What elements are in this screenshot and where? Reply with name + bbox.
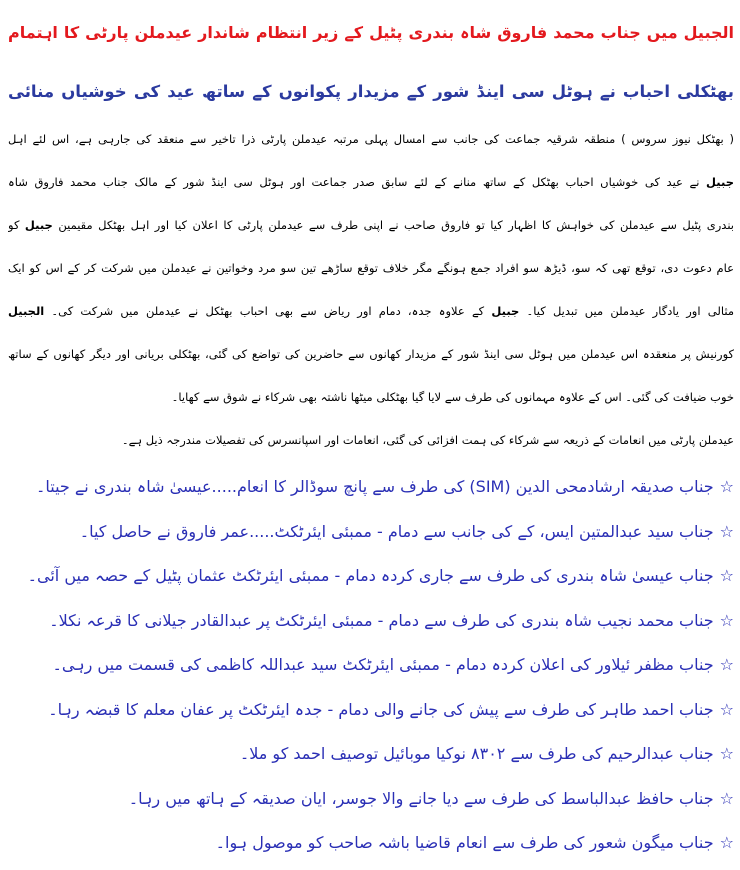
emphasized-place-name: جبیل: [706, 175, 734, 189]
body-line: [8, 376, 734, 419]
body-line: [8, 161, 734, 204]
prize-item: [8, 777, 734, 822]
subheadline: بھٹکلی احباب نے ہوٹل سی اینڈ شور کے مزیدار پکوانوں کے ساتھ عید کی خوشیاں منائی: [8, 82, 734, 101]
body-line: [8, 247, 734, 290]
prize-text: جناب عبدالرحیم کی طرف سے ۸۳۰۲ نوکیا موبائیل توصیف احمد کو ملا۔: [239, 744, 714, 763]
star-bullet-icon: ☆: [719, 610, 734, 630]
body-text: نے عید کی خوشیاں احباب بھٹکل کے ساتھ منانے کے لئے سابق صدر جماعت اور ہوٹل سی اینڈ شور کے مالک جناب محمد فاروق شاہ: [8, 175, 707, 189]
prizes-intro: عیدملن پارٹی میں انعامات کے ذریعہ سے شرکاء کی ہمت افزائی کی گئی، انعامات اور اسپانسرس کی تفصیلات مندرجہ ذیل ہے۔: [121, 433, 734, 447]
body-line: [8, 118, 734, 161]
star-bullet-icon: ☆: [719, 655, 734, 674]
star-bullet-icon: ☆: [719, 744, 734, 763]
body-line: [8, 204, 734, 247]
prize-item: [8, 465, 734, 510]
prize-text: جناب احمد طاہر کی طرف سے پیش کی جانے والی دمام - جدہ ایئرٹکٹ پر عفان معلم کا قبضہ رہا۔: [48, 699, 714, 719]
body-text: کے علاوہ جدہ، دمام اور ریاض سے بھی احباب بھٹکل نے عیدملن میں شرکت کی۔: [44, 304, 492, 318]
body-line: [8, 333, 734, 376]
star-bullet-icon: ☆: [719, 833, 734, 852]
prize-text: جناب حافظ عبدالباسط کی طرف سے دیا جانے والا جوسر، ایان صدیقہ کے ہاتھ میں رہا۔: [128, 788, 714, 808]
star-bullet-icon: ☆: [719, 788, 734, 808]
star-bullet-icon: ☆: [719, 699, 734, 719]
emphasized-place-name: جبیل: [24, 218, 53, 232]
prize-text: جناب عیسیٰ شاہ بندری کی طرف سے جاری کردہ دمام - ممبئی ایئرٹکٹ عثمان پٹیل کے حصہ میں آئی۔: [27, 566, 714, 585]
prize-text: جناب محمد نجیب شاہ بندری کی طرف سے دمام - ممبئی ایئرٹکٹ پر عبدالقادر جیلانی کا قرعہ نکلا۔: [49, 610, 714, 630]
body-text: کورنیش پر منعقدہ اس عیدملن میں ہوٹل سی اینڈ شور کے مزیدار کھانوں سے حاضرین کی تواضع کی گئی، بھٹکلی بریانی اور دیگر کھانوں کے ساتھ: [8, 347, 734, 361]
headline: الجبیل میں جناب محمد فاروق شاہ بندری پٹیل کے زیر انتظام شاندار عیدملن پارٹی کا اہتمام: [8, 23, 734, 42]
star-bullet-icon: ☆: [719, 477, 734, 496]
prize-item: [8, 510, 734, 555]
body-text: مثالی اور یادگار عیدملن میں تبدیل کیا۔: [519, 304, 734, 318]
body-text: عام دعوت دی، توقع تھی کہ سو، ڈیڑھ سو افراد جمع ہونگے مگر خلاف توقع ساڑھے تین سو مرد وخواتین نے عیدملن میں شرکت کر کے اس کو ایک: [8, 261, 734, 275]
star-bullet-icon: ☆: [719, 521, 734, 541]
body-text: ( بھٹکل نیوز سروس ) منطقہ شرقیہ جماعت کی جانب سے امسال پہلی مرتبہ عیدملن پارٹی ذرا تاخیر سے منعقد کی جارہی ہے، اس لئے اہل: [8, 132, 734, 146]
prize-text: جناب سید عبدالمتین ایس، کے کی جانب سے دمام - ممبئی ایئرٹکٹ.....عمر فاروق نے حاصل کیا۔: [79, 521, 714, 541]
star-bullet-icon: ☆: [719, 566, 734, 585]
emphasized-place-name: الجبیل: [8, 304, 45, 318]
prize-item: [8, 821, 734, 866]
body-text: کو: [8, 218, 25, 232]
prize-text: جناب مظفر ئیلاور کی اعلان کردہ دمام - ممبئی ایئرٹکٹ سید عبداللہ کاظمی کی قسمت میں رہی۔: [52, 655, 714, 674]
body-text: بندری پٹیل سے عیدملن کی خواہش کا اظہار کیا تو فاروق صاحب نے اپنی طرف سے عیدملن پارٹی کا اعلان کیا اور اہل بھٹکل مقیمین: [52, 218, 734, 232]
emphasized-place-name: جبیل: [491, 304, 520, 318]
prize-text: جناب میگون شعور کی طرف سے انعام قاضیا باشہ صاحب کو موصول ہوا۔: [215, 833, 714, 852]
body-text: خوب ضیافت کی گئی۔ اس کے علاوہ مہمانوں کی طرف سے لایا گیا بھٹکلی میٹھا ناشتہ بھی شرکاء نے شوق سے کھایا۔: [171, 390, 734, 404]
prize-item: [8, 554, 734, 599]
prize-item: [8, 732, 734, 777]
prize-item: [8, 688, 734, 733]
prize-item: [8, 643, 734, 688]
prize-item: [8, 599, 734, 644]
body-line: [8, 290, 734, 333]
prize-text: جناب صدیقہ ارشادمحی الدین (SIM) کی طرف سے پانچ سوڈالر کا انعام.....عیسیٰ شاہ بندری نے جیتا۔: [36, 477, 714, 496]
